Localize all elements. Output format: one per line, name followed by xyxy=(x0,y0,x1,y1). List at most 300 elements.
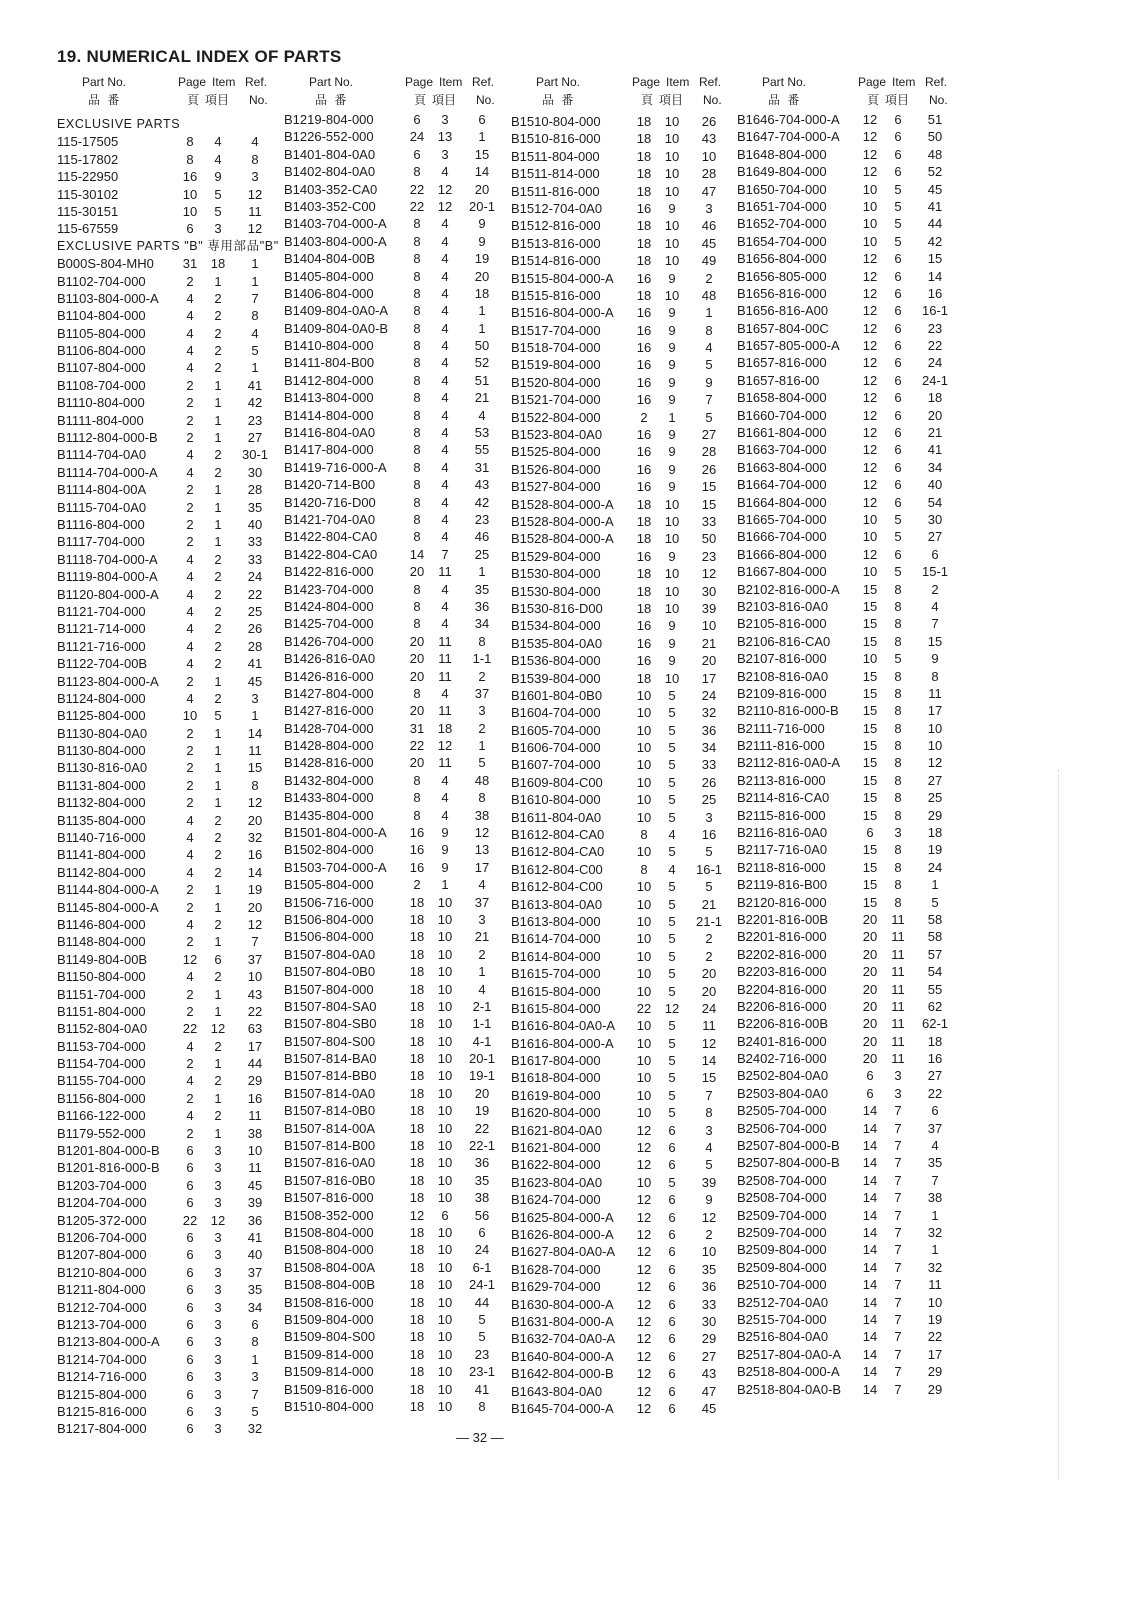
ref-number: 36 xyxy=(474,598,490,614)
part-number: B1657-805-000-A xyxy=(737,338,840,354)
index-row xyxy=(737,685,969,702)
index-row xyxy=(284,215,516,232)
index-row xyxy=(737,1328,969,1345)
index-rows xyxy=(284,111,516,1415)
page-number: 18 xyxy=(409,894,425,910)
part-number: B1110-804-000 xyxy=(57,395,145,411)
ref-number: 25 xyxy=(474,546,490,562)
page-number: 12 xyxy=(862,390,878,406)
part-number: B1103-804-000-A xyxy=(57,290,159,306)
index-row xyxy=(284,163,516,180)
item-number: 8 xyxy=(894,772,902,788)
ref-number: 27 xyxy=(701,427,717,443)
ref-number: 6 xyxy=(931,1103,939,1119)
ref-number: 24 xyxy=(701,687,717,703)
index-row xyxy=(284,111,516,128)
page-number: 2 xyxy=(186,1003,194,1019)
page-number: 6 xyxy=(186,1282,194,1298)
page-number: 4 xyxy=(186,812,194,828)
ref-number: 1-1 xyxy=(472,651,492,667)
part-number: B1146-804-000 xyxy=(57,916,146,932)
item-number: 3 xyxy=(214,1247,222,1263)
part-number: B1204-704-000 xyxy=(57,1195,147,1211)
page-number: 12 xyxy=(636,1383,652,1399)
ref-number: 44 xyxy=(474,1294,490,1310)
item-header-jp: 項目 xyxy=(432,93,457,107)
page-number: 14 xyxy=(862,1364,878,1380)
index-row xyxy=(511,478,743,495)
page-number: 15 xyxy=(862,790,878,806)
page-number: 8 xyxy=(413,477,421,493)
ref-number: 45 xyxy=(247,1177,263,1193)
item-number: 3 xyxy=(214,1160,222,1176)
ref-number: 27 xyxy=(927,529,943,545)
part-number: B1226-552-000 xyxy=(284,129,374,145)
part-number: B1112-804-000-B xyxy=(57,430,158,446)
index-row xyxy=(284,633,516,650)
index-row xyxy=(737,546,969,563)
part-number: B2506-704-000 xyxy=(737,1120,827,1136)
part-number: B1516-804-000-A xyxy=(511,305,614,321)
part-number: B1606-704-000 xyxy=(511,740,601,756)
page-header: Page xyxy=(178,75,207,89)
page-header: Page xyxy=(405,75,434,89)
item-number: 5 xyxy=(668,844,676,860)
ref-number: 22 xyxy=(927,338,943,354)
index-row xyxy=(737,372,969,389)
item-number: 6 xyxy=(894,390,902,406)
ref-number: 62-1 xyxy=(921,1016,949,1032)
index-row xyxy=(737,615,969,632)
index-column-3 xyxy=(511,0,743,1460)
part-number: B1409-804-0A0-B xyxy=(284,320,389,336)
ref-number: 30 xyxy=(701,1313,717,1329)
page-number: 15 xyxy=(862,842,878,858)
item-number: 3 xyxy=(214,1230,222,1245)
ref-number: 5 xyxy=(705,879,713,895)
ref-number: 8 xyxy=(251,151,259,167)
part-number: B1124-804-000 xyxy=(57,690,146,706)
item-header-jp: 項目 xyxy=(885,93,910,107)
item-number: 10 xyxy=(664,114,680,129)
index-row xyxy=(737,720,969,737)
part-number: B2509-704-000 xyxy=(737,1225,827,1240)
ref-number: 38 xyxy=(474,807,490,823)
ref-number: 35 xyxy=(247,1282,263,1298)
page-number: 2 xyxy=(186,1056,194,1072)
item-number: 9 xyxy=(668,270,676,286)
part-number: B1219-804-000 xyxy=(284,112,374,127)
part-number: B2118-816-000 xyxy=(737,859,826,875)
part-number: B1503-704-000-A xyxy=(284,859,387,875)
item-number: 18 xyxy=(437,720,453,736)
ref-number: 21 xyxy=(701,896,717,912)
ref-number: 30 xyxy=(247,464,263,480)
item-number: 10 xyxy=(437,1033,453,1049)
index-row xyxy=(284,981,516,998)
page-number: 4 xyxy=(186,830,194,846)
part-number: B2508-704-000 xyxy=(737,1190,827,1206)
item-number: 6 xyxy=(894,251,902,267)
page-number: 12 xyxy=(636,1157,652,1173)
page-number: 10 xyxy=(636,1070,652,1086)
ref-number: 23 xyxy=(474,1346,490,1362)
item-number: 10 xyxy=(664,583,680,599)
ref-header: Ref. xyxy=(245,75,268,89)
item-number: 8 xyxy=(894,790,902,806)
part-number: B1530-816-D00 xyxy=(511,600,603,616)
index-row xyxy=(511,652,743,669)
item-number: 10 xyxy=(437,1381,453,1397)
item-number: 8 xyxy=(894,894,902,910)
ref-number: 43 xyxy=(701,1366,717,1382)
ref-number: 21 xyxy=(474,390,490,406)
part-number: B1409-804-0A0-A xyxy=(284,303,389,319)
page-number: 20 xyxy=(409,668,425,684)
index-row xyxy=(284,720,516,737)
page-number: 18 xyxy=(409,1068,425,1084)
page-number: 18 xyxy=(636,235,652,251)
page-number: 20 xyxy=(862,981,878,997)
part-number: B1507-804-0B0 xyxy=(284,964,376,980)
page-number: 10 xyxy=(182,203,198,219)
page-number: 18 xyxy=(409,1277,425,1293)
item-number: 10 xyxy=(664,148,680,164)
page-number: 16 xyxy=(636,461,652,477)
index-row xyxy=(737,111,969,128)
item-number: 4 xyxy=(441,772,449,788)
page-number: 14 xyxy=(862,1311,878,1327)
part-number: B1107-804-000 xyxy=(57,360,146,376)
ref-number: 21 xyxy=(927,425,943,441)
index-row xyxy=(511,600,743,617)
ref-number: 15 xyxy=(701,1070,717,1086)
page-number: 4 xyxy=(186,447,194,463)
item-number: 11 xyxy=(891,964,905,980)
item-number: 9 xyxy=(668,618,676,634)
ref-number: 3 xyxy=(251,169,259,185)
index-row xyxy=(284,894,516,911)
page-number: 6 xyxy=(186,1316,194,1332)
item-number: 2 xyxy=(214,360,222,376)
part-number: B1403-352-CA0 xyxy=(284,181,378,197)
part-number: B1108-704-000 xyxy=(57,377,146,393)
item-header: Item xyxy=(892,75,916,89)
index-row xyxy=(284,650,516,667)
part-number: B1403-352-C00 xyxy=(284,198,376,214)
ref-number: 32 xyxy=(701,705,717,721)
part-number: B2202-816-000 xyxy=(737,946,827,962)
page-number: 10 xyxy=(636,774,652,790)
page-number: 14 xyxy=(862,1346,878,1362)
ref-number: 45 xyxy=(247,673,263,689)
part-number: B1404-804-00B xyxy=(284,251,376,267)
index-row xyxy=(57,846,289,863)
page-number: 4 xyxy=(186,656,194,672)
item-header: Item xyxy=(666,75,690,89)
part-number: B2106-816-CA0 xyxy=(737,633,831,649)
index-row xyxy=(57,1038,289,1055)
item-number: 10 xyxy=(664,566,680,582)
item-number: 5 xyxy=(668,879,676,895)
part-number: B1614-704-000 xyxy=(511,931,601,947)
index-row xyxy=(511,565,743,582)
ref-number: 26 xyxy=(701,461,717,477)
page-number: 10 xyxy=(636,931,652,947)
index-row xyxy=(284,824,516,841)
page-number: 4 xyxy=(186,569,194,585)
index-row xyxy=(737,1189,969,1206)
part-number: B1508-816-000 xyxy=(284,1294,374,1310)
index-row xyxy=(284,963,516,980)
part-number: B1612-804-CA0 xyxy=(511,844,605,860)
page-number: 6 xyxy=(186,1369,194,1385)
part-number: B1510-804-000 xyxy=(511,114,601,129)
index-row xyxy=(284,928,516,945)
index-row xyxy=(737,824,969,841)
index-row xyxy=(737,1172,969,1189)
index-row xyxy=(511,1052,743,1069)
index-row xyxy=(737,198,969,215)
item-number: 2 xyxy=(214,343,222,359)
part-number: B1507-814-BA0 xyxy=(284,1051,377,1067)
index-row xyxy=(284,181,516,198)
index-row xyxy=(511,1261,743,1278)
page-number: 12 xyxy=(636,1331,652,1347)
index-row xyxy=(284,1241,516,1258)
index-row xyxy=(284,285,516,302)
index-row xyxy=(57,742,289,759)
item-number: 9 xyxy=(668,357,676,373)
ref-number: 36 xyxy=(701,722,717,738)
ref-number: 5 xyxy=(478,1311,486,1327)
item-number: 9 xyxy=(668,392,676,408)
ref-number: 8 xyxy=(251,308,259,324)
index-row xyxy=(57,1299,289,1316)
page-number: 10 xyxy=(636,966,652,982)
part-number: B2401-816-000 xyxy=(737,1033,827,1049)
part-number: B1656-805-000 xyxy=(737,268,827,284)
item-number: 3 xyxy=(214,1264,222,1280)
ref-number: 5 xyxy=(478,755,486,771)
index-column-4 xyxy=(737,0,969,1460)
ref-number: 3 xyxy=(478,703,486,719)
ref-number: 1 xyxy=(931,1207,939,1223)
item-number: 5 xyxy=(894,181,902,197)
part-number: B1152-804-0A0 xyxy=(57,1021,148,1037)
page-number: 8 xyxy=(413,459,421,475)
index-row xyxy=(284,494,516,511)
page-number: 8 xyxy=(640,861,648,877)
item-number: 6 xyxy=(668,1227,676,1242)
item-number: 4 xyxy=(441,233,449,249)
ref-number: 11 xyxy=(248,1108,262,1124)
part-number: B1527-804-000 xyxy=(511,479,601,495)
part-number: B2203-816-000 xyxy=(737,964,827,980)
part-number: B1642-804-000-B xyxy=(511,1366,614,1382)
item-number: 3 xyxy=(214,1369,222,1385)
part-number: B1405-804-000 xyxy=(284,268,374,284)
part-number: B1155-704-000 xyxy=(57,1073,146,1089)
index-row xyxy=(511,722,743,739)
item-number: 5 xyxy=(668,722,676,738)
page-number: 6 xyxy=(186,1421,194,1437)
ref-header-jp: No. xyxy=(476,93,495,107)
part-number: B1214-704-000 xyxy=(57,1351,147,1367)
item-number: 1 xyxy=(214,412,222,428)
index-row xyxy=(737,337,969,354)
item-number: 2 xyxy=(214,1108,222,1124)
item-number: 9 xyxy=(668,427,676,443)
index-row xyxy=(511,1226,743,1243)
page-number: 8 xyxy=(413,807,421,823)
part-number: B1115-704-0A0 xyxy=(57,499,147,515)
index-row xyxy=(57,690,289,707)
ref-number: 23-1 xyxy=(468,1364,496,1380)
index-row xyxy=(57,759,289,776)
part-number: B1654-704-000 xyxy=(737,233,827,249)
index-row xyxy=(57,464,289,481)
item-number: 1 xyxy=(214,273,222,289)
item-number: 9 xyxy=(668,444,676,460)
index-row xyxy=(511,1069,743,1086)
page-number: 14 xyxy=(862,1120,878,1136)
index-column-1 xyxy=(57,0,289,1460)
index-row xyxy=(57,1246,289,1263)
page-number: 12 xyxy=(862,164,878,180)
item-number: 5 xyxy=(894,529,902,545)
item-number: 7 xyxy=(894,1103,902,1119)
page-number: 18 xyxy=(636,531,652,547)
item-number: 2 xyxy=(214,916,222,932)
item-number: 9 xyxy=(441,859,449,875)
part-number: B1506-716-000 xyxy=(284,894,374,910)
page-number: 12 xyxy=(409,1207,425,1223)
part-number: B1632-704-0A0-A xyxy=(511,1331,616,1347)
part-number: B1422-804-CA0 xyxy=(284,529,378,545)
index-row xyxy=(284,1137,516,1154)
index-row xyxy=(511,843,743,860)
page-number: 12 xyxy=(636,1244,652,1260)
index-row xyxy=(511,443,743,460)
ref-number: 1 xyxy=(251,256,259,272)
index-row xyxy=(57,881,289,898)
item-number: 1 xyxy=(214,899,222,915)
page-number: 18 xyxy=(409,911,425,927)
index-row xyxy=(57,290,289,307)
index-row xyxy=(511,513,743,530)
ref-number: 22 xyxy=(247,1003,263,1019)
ref-number: 6 xyxy=(478,1225,486,1240)
item-number: 10 xyxy=(437,1085,453,1101)
part-number: B1508-804-000 xyxy=(284,1242,374,1258)
index-row xyxy=(737,789,969,806)
ref-number: 21 xyxy=(701,635,717,651)
index-row xyxy=(511,861,743,878)
page-number: 18 xyxy=(636,218,652,234)
ref-number: 44 xyxy=(927,216,943,232)
item-number: 7 xyxy=(894,1259,902,1275)
item-number: 6 xyxy=(894,546,902,562)
part-number: B1151-804-000 xyxy=(57,1003,146,1019)
page-number: 20 xyxy=(409,651,425,667)
ref-number: 10 xyxy=(927,738,943,754)
index-row xyxy=(737,1346,969,1363)
part-number: B1144-804-000-A xyxy=(57,882,159,898)
item-number: 11 xyxy=(891,981,905,997)
ref-number: 24 xyxy=(247,569,263,585)
page-number: 18 xyxy=(409,1138,425,1154)
item-number: 10 xyxy=(437,964,453,980)
index-row xyxy=(284,998,516,1015)
item-number: 5 xyxy=(214,203,222,219)
ref-number: 24 xyxy=(927,859,943,875)
ref-number: 4 xyxy=(251,134,259,150)
item-number: 4 xyxy=(441,372,449,388)
part-number: B2112-816-0A0-A xyxy=(737,755,841,771)
ref-number: 1 xyxy=(478,738,486,754)
ref-number: 20 xyxy=(247,812,263,828)
index-row xyxy=(511,1000,743,1017)
part-number: B1117-704-000 xyxy=(57,534,145,550)
page-number: 20 xyxy=(862,1033,878,1049)
part-number: B1515-816-000 xyxy=(511,287,601,303)
index-row xyxy=(284,859,516,876)
item-number: 2 xyxy=(214,656,222,672)
index-row xyxy=(737,633,969,650)
ref-number: 7 xyxy=(705,392,713,408)
ref-number: 55 xyxy=(927,981,943,997)
part-number: B1428-704-000 xyxy=(284,720,374,736)
index-row xyxy=(57,446,289,463)
ref-number: 38 xyxy=(474,1190,490,1206)
part-number: B1626-804-000-A xyxy=(511,1227,614,1242)
item-number: 6 xyxy=(668,1279,676,1295)
ref-number: 52 xyxy=(474,355,490,371)
part-number: B1625-804-000-A xyxy=(511,1209,614,1225)
page-number: 10 xyxy=(636,1053,652,1069)
index-row xyxy=(511,1139,743,1156)
page-number: 10 xyxy=(182,708,198,724)
ref-number: 8 xyxy=(705,1105,713,1121)
page-number: 8 xyxy=(413,616,421,632)
ref-number: 30 xyxy=(701,583,717,599)
page-number: 15 xyxy=(862,807,878,823)
index-row xyxy=(737,494,969,511)
item-number: 1 xyxy=(214,499,222,515)
part-number: B1402-804-0A0 xyxy=(284,164,376,180)
page-number: 8 xyxy=(413,268,421,284)
index-row xyxy=(284,702,516,719)
item-number: 7 xyxy=(894,1381,902,1397)
part-number: B1615-704-000 xyxy=(511,966,601,982)
page-number: 4 xyxy=(186,325,194,341)
page-number: 6 xyxy=(413,146,421,162)
part-number: B1604-704-000 xyxy=(511,705,601,721)
item-number: 4 xyxy=(214,134,222,150)
ref-number: 58 xyxy=(927,911,943,927)
page-number: 18 xyxy=(636,496,652,512)
page-number: 22 xyxy=(182,1212,198,1228)
page-number: 8 xyxy=(413,303,421,319)
index-row xyxy=(57,325,289,342)
item-number: 7 xyxy=(894,1120,902,1136)
index-row xyxy=(57,864,289,881)
item-number: 8 xyxy=(894,842,902,858)
ref-number: 35 xyxy=(474,1172,490,1188)
index-row xyxy=(57,533,289,550)
page-number: 22 xyxy=(409,181,425,197)
